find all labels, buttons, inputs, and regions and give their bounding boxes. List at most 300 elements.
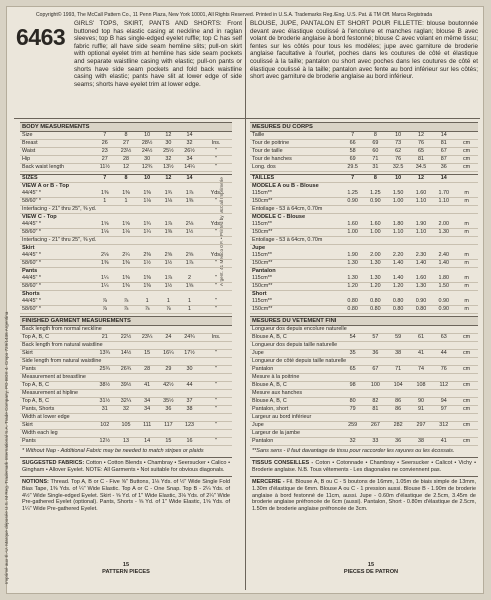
measurement-table (250, 252, 478, 268)
table-cell: 16 (179, 438, 200, 446)
table-cell: 37 (179, 398, 200, 406)
row-label: 58/60" * (20, 229, 94, 237)
table-cell: 32 (158, 156, 179, 164)
row-label: Back waist length (20, 164, 94, 172)
row-label: TAILLES (250, 175, 341, 183)
table-cell: 1.90 (341, 252, 364, 260)
table-row (20, 398, 232, 406)
table-cell: 11½ (94, 164, 115, 172)
table-cell: 69 (341, 156, 364, 164)
table-cell: 1.20 (387, 283, 410, 291)
table-cell: 1.10 (410, 198, 433, 206)
row-label: Longueur de côté depuis taille naturelle (250, 358, 478, 366)
table-cell: 67 (364, 366, 387, 374)
table-cell: 36 (364, 350, 387, 358)
table-cell: 1¼ (94, 275, 115, 283)
table-cell: 14¼ (179, 164, 200, 172)
table-row (20, 164, 232, 172)
table-cell: 0.80 (387, 298, 410, 306)
table-row (20, 156, 232, 164)
table-cell: 38 (179, 406, 200, 414)
table-cell: " (200, 164, 232, 172)
table-cell: 39½ (115, 382, 136, 390)
table-cell: 111 (137, 422, 158, 430)
table-cell: 1.30 (341, 275, 364, 283)
table-row (250, 306, 478, 314)
table-cell: 1.80 (387, 221, 410, 229)
table-cell: 1⅜ (137, 283, 158, 291)
table-cell: 1⅛ (115, 229, 136, 237)
table-row (250, 275, 478, 283)
row-label: Interfacing - 21" thru 25", ⅜ yd. (20, 237, 232, 245)
table-cell: 15 (137, 350, 158, 358)
table-cell: 259 (341, 422, 364, 430)
yardage-block-title: Jupe (252, 245, 266, 251)
table-cell: 80 (341, 398, 364, 406)
notions (20, 477, 232, 514)
table-row (250, 366, 478, 374)
table-cell: 12½ (94, 438, 115, 446)
table-cell: 1⅝ (115, 221, 136, 229)
table-cell: 34 (179, 156, 200, 164)
row-label: Pants (20, 438, 94, 446)
table-cell: 54 (341, 334, 364, 342)
table-cell: 1⅜ (94, 190, 115, 198)
table-cell: 38 (410, 438, 433, 446)
table-cell: 10 (137, 132, 158, 140)
table-row (20, 190, 232, 198)
row-label: 58/60" * (20, 306, 94, 314)
table-cell: 27 (115, 140, 136, 148)
yardage-block-title: Pantalon (252, 268, 276, 274)
table-cell: " (200, 275, 232, 283)
table-row (20, 382, 232, 390)
table-cell: 91 (410, 406, 433, 414)
table-row (250, 326, 478, 334)
table-cell: 32 (115, 406, 136, 414)
table-cell: 1.60 (410, 190, 433, 198)
row-label: Interfacing - 21" thru 25", ⅜ yd. (20, 206, 232, 214)
table-cell: " (200, 148, 232, 156)
table-cell: 1.60 (410, 275, 433, 283)
table-cell: ⅞ (94, 306, 115, 314)
table-cell: 71 (364, 156, 387, 164)
table-cell: 13 (115, 438, 136, 446)
table-cell: cm (455, 350, 478, 358)
table-row (20, 237, 232, 245)
table-cell: 8 (115, 175, 136, 183)
table-row (20, 140, 232, 148)
table-cell: 41 (410, 350, 433, 358)
table-cell: 28 (137, 366, 158, 374)
table-cell: " (200, 438, 232, 446)
table-cell: 1.10 (387, 229, 410, 237)
table-cell: 7 (341, 132, 364, 140)
table-cell: Yds. (200, 252, 232, 260)
notions-label: NOTIONS: (22, 478, 49, 485)
table-cell: 1.10 (432, 198, 455, 206)
table-cell: 15 (158, 438, 179, 446)
table-cell: 2.00 (432, 221, 455, 229)
table-cell: 1.90 (410, 221, 433, 229)
table-cell: 2¼ (115, 252, 136, 260)
table-cell: 2.20 (387, 252, 410, 260)
table-cell: 31 (94, 406, 115, 414)
table-row (20, 252, 232, 260)
table-cell: 1¼ (94, 283, 115, 291)
table-cell: 1⅜ (137, 275, 158, 283)
fabrics-text: Coton • Cotonnade • Chambray • Seersucker • Calicot • Vichy • Broderie anglaise. N.B. Tous vêtements - Les diagonales ne conviennent pas. (252, 459, 476, 473)
table-cell: 1 (158, 298, 179, 306)
table-cell: 1.30 (341, 260, 364, 268)
table-cell: 74 (410, 366, 433, 374)
table-cell: 0.80 (387, 306, 410, 314)
row-label: Entoilage - 53 à 64cm, 0.70m (250, 237, 478, 245)
row-label: Pants (20, 366, 94, 374)
table-cell: cm (455, 406, 478, 414)
copyright-line: Copyright© 1993, The McCall Pattern Co., 11 Penn Plaza, New York 10001, All Rights Reserved. Printed in U.S.A. Trademarks Reg./Eng. U.S. Pat. & TM Off. Marca Registrada (36, 12, 433, 18)
table-cell: 65 (410, 148, 433, 156)
table-cell: Yds. (200, 221, 232, 229)
table-cell: 13¾ (94, 350, 115, 358)
table-row (250, 175, 478, 183)
table-cell: 98 (341, 382, 364, 390)
table-row (250, 414, 478, 422)
yardage-block-title: Short (252, 291, 267, 297)
table-cell: 71 (387, 366, 410, 374)
table-cell: 1.25 (341, 190, 364, 198)
table-cell: 2.30 (410, 252, 433, 260)
table-cell (455, 132, 478, 140)
table-cell: 1.50 (432, 283, 455, 291)
table-cell: 25½ (158, 148, 179, 156)
table-cell: 17½ (179, 350, 200, 358)
yardage-block-title: MODELE A ou B - Blouse (252, 183, 319, 189)
table-cell: 1.30 (364, 260, 387, 268)
table-cell: 35½ (158, 398, 179, 406)
table-cell: 1.30 (432, 229, 455, 237)
table-cell: ⅞ (115, 306, 136, 314)
table-row (250, 252, 478, 260)
table-cell: cm (455, 148, 478, 156)
table-cell: 31 (364, 164, 387, 172)
yardage-block-title: VIEW A or B - Top (22, 183, 70, 189)
table-cell: 1½ (158, 283, 179, 291)
table-cell: 97 (432, 406, 455, 414)
table-row (250, 406, 478, 414)
notions-text: Fil. Blouse A, B ou C - 5 boutons de 16mm, 1.05m de biais simple de 13mm, 1.30m d'élastique de 6mm. Blouse A ou C - 1 pression aussi. Blouse B - 1.90m de broderie anglaise à bord festonné de 11cm, aussi. Jupe - 0.60m d'élastique de 2.5cm, 3.45m de broderie anglaise préfroncée de 6cm (aussi). Pantalon, Short - 0.80m d'élastique de 2.5cm, 1.50m de broderie anglaise préfroncée de 3cm. (252, 478, 476, 513)
table-cell: 23¼ (137, 334, 158, 342)
table-cell: 1⅜ (158, 229, 179, 237)
row-label: 150cm** (250, 198, 341, 206)
row-label: Top A, B, C (20, 382, 94, 390)
table-cell: 14 (137, 438, 158, 446)
table-cell: 12 (115, 164, 136, 172)
table-cell: 0.80 (364, 306, 387, 314)
row-label: Waist (20, 148, 94, 156)
table-cell: 79 (341, 406, 364, 414)
table-cell: 8 (364, 175, 387, 183)
row-label: Tour de hanches (250, 156, 341, 164)
table-cell: 1⅜ (115, 190, 136, 198)
table-cell: 1⅜ (94, 260, 115, 268)
row-label: Longueur dos depuis taille naturelle (250, 342, 478, 350)
table-cell: m (455, 306, 478, 314)
table-cell: 1½ (137, 260, 158, 268)
table-cell: 10 (387, 132, 410, 140)
measurement-table (20, 326, 232, 446)
row-label: Entoilage - 53 à 64cm, 0.70m (250, 206, 478, 214)
table-cell: cm (455, 164, 478, 172)
measurement-table (20, 252, 232, 268)
table-row (250, 237, 478, 245)
yardage-block-title: VIEW C - Top (22, 214, 57, 220)
yardage-block-title: Pants (22, 268, 38, 274)
row-label: Measurement at hipline (20, 390, 232, 398)
table-cell: 1.00 (387, 198, 410, 206)
notions-label: MERCERIE - (252, 478, 285, 485)
row-label: Mesure aux hanches (250, 390, 478, 398)
table-cell: 12¾ (137, 164, 158, 172)
row-label: Width at lower edge (20, 414, 232, 422)
nap-note: * Without Nap - Additional Fabric may be needed to match stripes or plaids (22, 448, 204, 454)
table-cell: cm (455, 422, 478, 430)
table-cell: Ins. (200, 334, 232, 342)
suggested-fabrics (250, 458, 478, 474)
table-row (20, 414, 232, 422)
table-cell: cm (455, 398, 478, 406)
table-row (250, 422, 478, 430)
table-cell: 0.90 (341, 198, 364, 206)
row-label: 44/45" * (20, 252, 94, 260)
table-cell: 1⅜ (179, 198, 200, 206)
table-cell: 42½ (158, 382, 179, 390)
finished-measurements-title: MESURES DU VETEMENT FINI (250, 316, 478, 326)
description-french: BLOUSE, JUPE, PANTALON ET SHORT POUR FILLETTE: blouse boutonnée devant avec élastique coulissé à l'encolure et manches raglan; blouse B avec volant de broderie anglaise à bord festonné; blouse C avec volant en même tissu; fentes sur les côtés pour tous les modèles; jupe avec garniture de broderie anglaise facultative à l'ourlet, poches dans les coutures de côté et élastique coulissé à la taille; pantalon ou short avec poches dans les coutures de côté et élastique coulissé à la taille; pantalon avec fente au bord inférieur sur les côtés; short avec garniture de broderie anglaise au bord inférieur. (250, 20, 478, 81)
table-row (250, 221, 478, 229)
table-cell: 2.40 (432, 252, 455, 260)
table-row (20, 175, 232, 183)
table-cell: 267 (364, 422, 387, 430)
table-cell: 94 (432, 398, 455, 406)
table-cell: 312 (432, 422, 455, 430)
table-cell: 86 (387, 406, 410, 414)
row-label: Tour de taille (250, 148, 341, 156)
table-cell: 0.90 (410, 298, 433, 306)
table-cell: 1½ (158, 260, 179, 268)
table-cell: m (455, 298, 478, 306)
table-cell: cm (455, 156, 478, 164)
table-row (20, 298, 232, 306)
table-cell: 81 (410, 156, 433, 164)
table-cell: 1.60 (341, 221, 364, 229)
table-cell: 87 (432, 156, 455, 164)
table-cell: 82 (364, 398, 387, 406)
table-cell: 1.40 (432, 260, 455, 268)
table-cell: 1⅞ (179, 190, 200, 198)
table-row (250, 156, 478, 164)
table-cell: 66 (341, 140, 364, 148)
measurement-table (250, 298, 478, 314)
table-cell: 76 (432, 366, 455, 374)
table-row (250, 374, 478, 382)
table-cell: 30 (179, 366, 200, 374)
row-label: Top A, B, C (20, 398, 94, 406)
table-cell: ⅞ (137, 306, 158, 314)
row-label: Side length from natural waistline (20, 358, 232, 366)
measurement-table (250, 132, 478, 172)
table-row (250, 190, 478, 198)
table-cell: 1⅜ (115, 260, 136, 268)
table-row (20, 221, 232, 229)
table-cell: 2⅝ (179, 252, 200, 260)
table-cell: " (200, 283, 232, 291)
table-cell: 27 (94, 156, 115, 164)
table-cell: 1 (179, 306, 200, 314)
table-cell: 0.80 (410, 306, 433, 314)
table-cell: 14 (179, 132, 200, 140)
table-cell: 0.90 (432, 306, 455, 314)
row-label: Skirt (20, 350, 94, 358)
row-label: 150cm** (250, 283, 341, 291)
table-cell: 2⅛ (179, 221, 200, 229)
table-cell: 24½ (137, 148, 158, 156)
pattern-envelope-back (6, 6, 484, 594)
table-cell: 297 (410, 422, 433, 430)
table-cell: 7 (94, 132, 115, 140)
table-cell: 1.80 (432, 275, 455, 283)
row-label: Breast (20, 140, 94, 148)
table-cell: " (200, 306, 232, 314)
table-cell: ⅞ (115, 298, 136, 306)
measurement-table (250, 221, 478, 245)
table-cell: 26 (94, 140, 115, 148)
table-cell: m (455, 190, 478, 198)
table-cell: cm (455, 438, 478, 446)
table-cell: 1 (115, 198, 136, 206)
table-row (20, 342, 232, 350)
row-label: Pantalon (250, 438, 341, 446)
table-cell: 2 (179, 275, 200, 283)
table-cell: 1⅝ (94, 221, 115, 229)
row-label: 115cm** (250, 252, 341, 260)
table-cell: 1.40 (387, 275, 410, 283)
table-cell: 2⅛ (94, 252, 115, 260)
table-cell: " (200, 366, 232, 374)
table-row (20, 326, 232, 334)
table-cell: 14 (432, 132, 455, 140)
table-row (250, 350, 478, 358)
table-cell: 1¼ (137, 229, 158, 237)
table-cell: 1¾ (137, 221, 158, 229)
table-cell: 10 (137, 175, 158, 183)
row-label: 44/45" * (20, 190, 94, 198)
table-cell: 1⅜ (115, 283, 136, 291)
row-label: SIZES (20, 175, 94, 183)
table-row (250, 382, 478, 390)
table-cell: 76 (410, 140, 433, 148)
table-cell: " (200, 156, 232, 164)
table-cell: 67 (432, 148, 455, 156)
measurement-table (250, 174, 478, 183)
table-row (250, 140, 478, 148)
table-cell: 35 (341, 350, 364, 358)
fabrics-label: SUGGESTED FABRICS: (22, 459, 85, 466)
row-label: Jupe (250, 422, 341, 430)
notions-text: Thread. Top A, B or C - Five ⅝" Buttons, 1⅛ Yds. of ½" Wide Single Fold Bias Tape, 1⅜ Yds. of ¼" Wide Elastic. Top A or C - One Snap. Top B - 2¼ Yds. of 4½" Wide Single-edged Eyelet. Skirt - ⅝ Yd. of 1" Wide Elastic, 3⅛ Yds. of 2¼" Wide Pre-gathered Eyelet (optional). Pants, Shorts - ⅝ Yd. of 1" Wide Elastic, 1⅝ Yds. of 1¼" Wide Pre-gathered Eyelet. (22, 478, 230, 513)
row-label: 115cm** (250, 221, 341, 229)
table-cell (200, 175, 232, 183)
table-cell: 1⅞ (158, 275, 179, 283)
table-row (20, 275, 232, 283)
center-print-strip: Argent. 41 Mexico 0.F. • Printed by McCall Imprimerie (219, 177, 224, 286)
row-label: Skirt (20, 422, 94, 430)
nap-note: **Sans sens - Il faut davantage de tissu pour raccorder les rayures ou les écossais. (252, 448, 455, 454)
table-cell: 108 (410, 382, 433, 390)
row-label: Blouse A, B, C (250, 334, 341, 342)
table-cell: 8 (115, 132, 136, 140)
table-cell: 12 (158, 132, 179, 140)
row-label: 58/60" * (20, 260, 94, 268)
table-cell: 86 (387, 398, 410, 406)
table-cell: 1.40 (410, 260, 433, 268)
measurement-table (20, 275, 232, 291)
table-cell: cm (455, 382, 478, 390)
table-cell: 36 (432, 164, 455, 172)
table-cell: 1.20 (364, 283, 387, 291)
table-cell: 38 (387, 350, 410, 358)
table-cell: Ins. (200, 140, 232, 148)
table-cell: 24 (158, 334, 179, 342)
table-cell: " (200, 229, 232, 237)
table-cell: 1⅞ (158, 221, 179, 229)
row-label: Taille (250, 132, 341, 140)
table-cell: 1.40 (387, 260, 410, 268)
table-cell: 1.10 (410, 229, 433, 237)
table-cell: 81 (364, 406, 387, 414)
table-cell: " (200, 422, 232, 430)
pattern-number: 6463 (16, 24, 66, 50)
table-cell: 0.90 (364, 198, 387, 206)
table-cell: 21 (94, 334, 115, 342)
table-cell: 41 (137, 382, 158, 390)
table-cell: m (455, 198, 478, 206)
row-label: Size (20, 132, 94, 140)
table-cell: 90 (410, 398, 433, 406)
table-cell: 73 (387, 140, 410, 148)
table-cell: 58 (341, 148, 364, 156)
english-column (20, 120, 232, 513)
row-label: Back length from normal neckline (20, 326, 232, 334)
row-label: Blouse A, B, C (250, 398, 341, 406)
measurement-table (20, 190, 232, 214)
table-row (250, 298, 478, 306)
table-cell: Yds. (200, 190, 232, 198)
table-row (20, 229, 232, 237)
table-cell: 28 (115, 156, 136, 164)
table-cell: " (200, 406, 232, 414)
table-cell: 1.50 (387, 190, 410, 198)
table-cell: 59 (387, 334, 410, 342)
table-cell: 104 (387, 382, 410, 390)
table-cell: 44 (179, 382, 200, 390)
header-divider (14, 118, 480, 119)
measurement-table (20, 174, 232, 183)
table-cell: 63 (432, 334, 455, 342)
table-cell: 36 (387, 438, 410, 446)
table-row (20, 198, 232, 206)
measurement-table (20, 221, 232, 245)
